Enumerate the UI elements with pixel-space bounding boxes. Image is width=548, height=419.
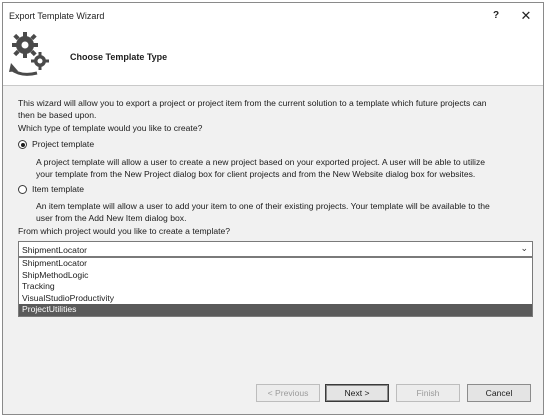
window-title: Export Template Wizard (9, 11, 105, 21)
intro-text-line1: This wizard will allow you to export a project or project item from the current solution to a template which future projects can (18, 98, 487, 108)
item-template-radio[interactable] (18, 185, 27, 194)
dropdown-item-projectutilities[interactable]: ProjectUtilities (19, 304, 532, 316)
page-title: Choose Template Type (70, 52, 168, 62)
help-button[interactable]: ? (492, 10, 500, 21)
project-template-radio[interactable] (18, 140, 27, 149)
intro-text-line2: then be based upon. (18, 109, 97, 120)
project-dropdown-list (18, 257, 533, 317)
close-button[interactable]: ✕ (520, 8, 532, 23)
previous-button[interactable]: < Previous (256, 384, 320, 402)
project-select-question: From which project would you like to create a template? (18, 226, 231, 236)
chevron-down-icon[interactable]: ⌄ (520, 243, 528, 253)
gear-arrow-icon (7, 29, 57, 79)
item-template-label[interactable]: Item template (32, 184, 85, 194)
item-template-description-line2: user from the Add New Item dialog box. (36, 212, 187, 223)
dropdown-item-shipmethodlogic[interactable]: ShipMethodLogic (22, 269, 89, 280)
export-template-wizard-dialog (2, 2, 544, 415)
project-select-combobox[interactable] (18, 241, 533, 257)
next-button[interactable]: Next > (325, 384, 389, 402)
finish-button[interactable]: Finish (396, 384, 460, 402)
template-type-question: Which type of template would you like to create? (18, 123, 203, 133)
wizard-header (3, 29, 543, 86)
item-template-description-line1: An item template will allow a user to add your item to one of their existing projects. Your template will be available to the (36, 201, 490, 211)
dropdown-item-tracking[interactable]: Tracking (22, 281, 55, 291)
project-template-label[interactable]: Project template (32, 139, 95, 149)
project-template-description-line2: your template from the New Project dialog box for client projects and from the New Website dialog box for websites. (36, 168, 476, 179)
dropdown-item-shipmentlocator[interactable]: ShipmentLocator (22, 258, 87, 268)
cancel-button[interactable]: Cancel (467, 384, 531, 402)
title-bar (3, 3, 543, 29)
dropdown-item-visualstudioproductivity[interactable]: VisualStudioProductivity (22, 292, 115, 303)
project-template-description-line1: A project template will allow a user to create a new project based on your exported project. A user will be able to utilize (36, 157, 486, 167)
project-select-value: ShipmentLocator (22, 244, 87, 255)
